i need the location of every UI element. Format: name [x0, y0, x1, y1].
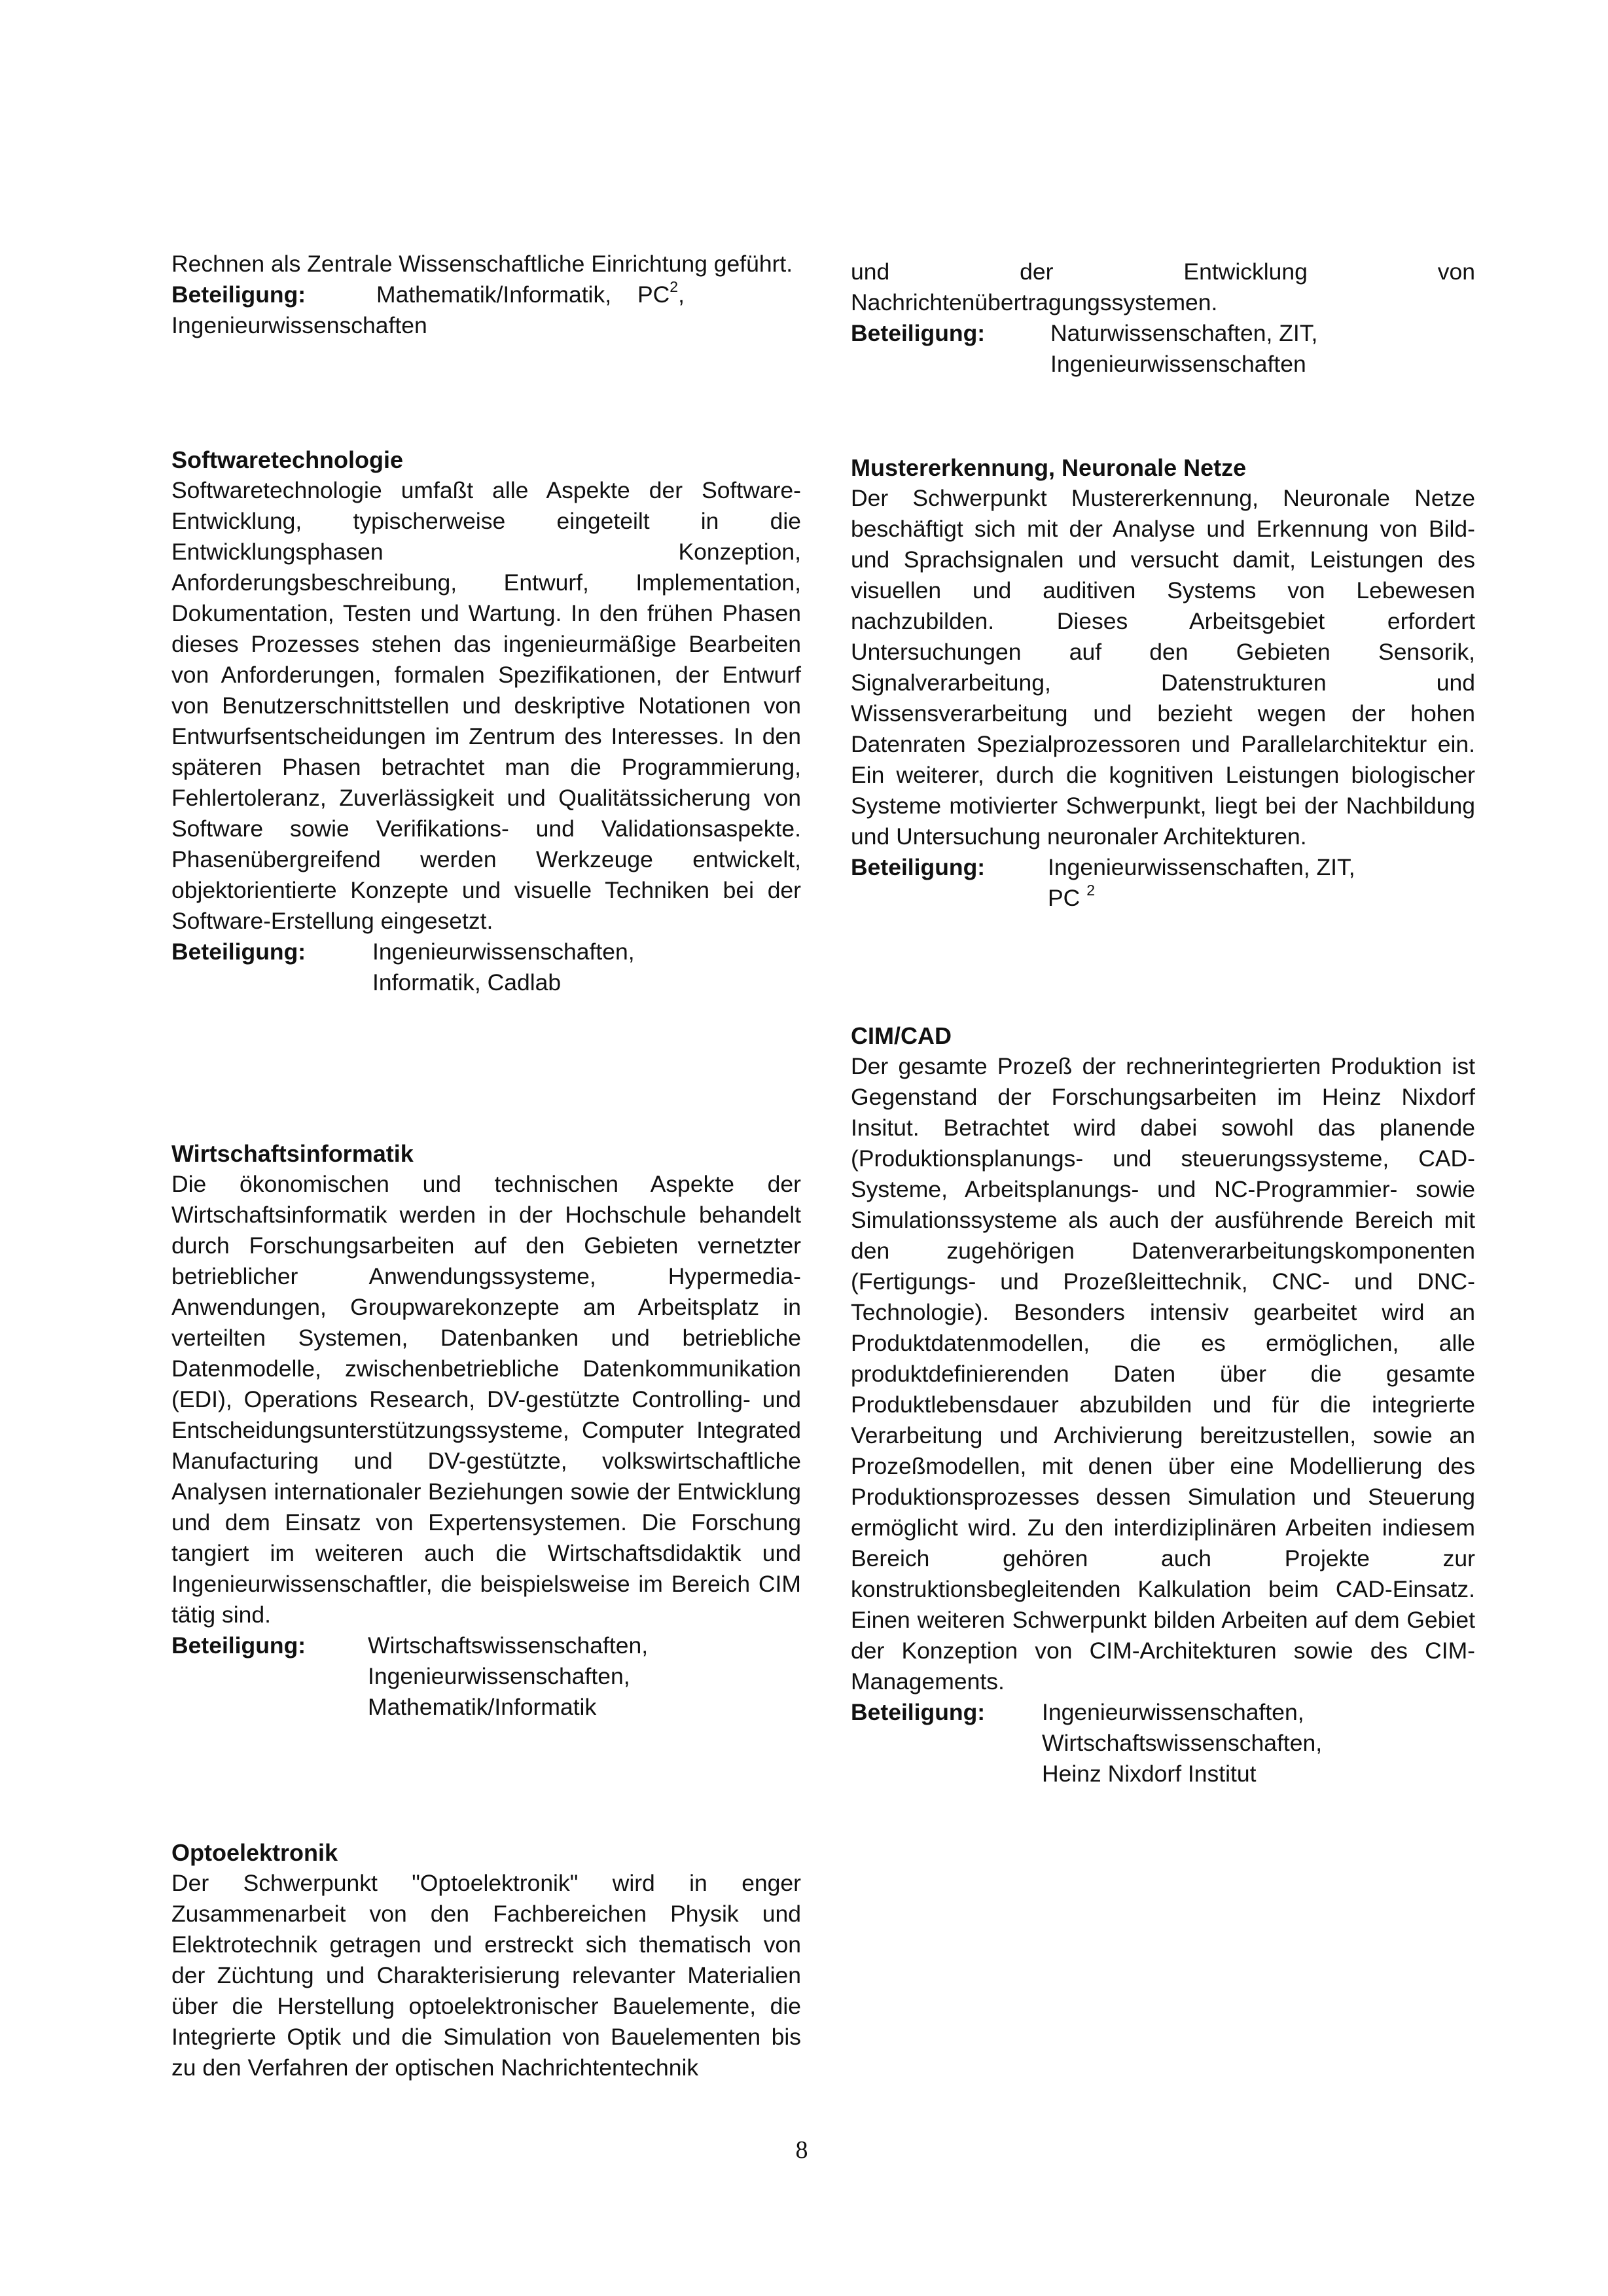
beteiligung-value: Ingenieurwissenschaften, [372, 939, 635, 965]
section-beteiligung [171, 1630, 801, 1723]
beteiligung-value: Ingenieurwissenschaften, [368, 1663, 630, 1689]
section-beteiligung [851, 852, 1475, 914]
section-beteiligung [171, 937, 801, 998]
section-text: Softwaretechnologie umfaßt alle Aspekte der Software-Entwicklung, typischerweise eingeteilt in die Entwicklungsphasen Konzeption, Anforderungsbeschreibung, Entwurf, Implementation, Dokumentation, Testen und Wartung. In den frühen Phasen dieses Prozesses stehen das ingenieurmäßige Bearbeiten von Anforderungen, formalen Spezifikationen, der Entwurf von Benutzerschnittstellen und deskriptive Notationen von Entwurfsentscheidungen im Zentrum des Interesses. In den späteren Phasen betrachtet man die Programmierung, Fehlertoleranz, Zuverlässigkeit und Qualitätssicherung von Software sowie Verifikations- und Validationsaspekte. Phasenübergreifend werden Werkzeuge entwickelt, objektorientierte Konzepte und visuelle Techniken bei der Software-Erstellung eingesetzt. [171, 477, 801, 934]
beteiligung-label: Beteiligung: [171, 1632, 306, 1659]
beteiligung-label: Beteiligung: [171, 281, 306, 308]
beteiligung-value-pc: PC [1048, 885, 1087, 911]
beteiligung-value-sup: 2 [1086, 881, 1096, 899]
section-text: Der gesamte Prozeß der rechnerintegrierten Produktion ist Gegenstand der Forschungsarbeiten im Heinz Nixdorf Insitut. Betrachtet wird dabei sowohl das planende (Produktionsplanungs- und steuerungssysteme, CAD-Systeme, Arbeitsplanungs- und NC-Programmier- sowie Simulationssysteme als auch der ausführende Bereich mit den zugehörigen Datenverarbeitungskomponenten (Fertigungs- und Prozeßleittechnik, CNC- und DNC-Technologie). Besonders intensiv gearbeitet wird an Produktdatenmodellen, die es ermöglichen, alle produktdefinierenden Daten über die gesamte Produktlebensdauer abzubilden und für die integrierte Verarbeitung und Archivierung bereitzustellen, sowie an Prozeßmodellen, mit denen über eine Modellierung des Produktionsprozesses dessen Simulation und Steuerung ermöglicht wird. Zu den interdiziplinären Arbeiten indiesem Bereich gehören auch Projekte zur konstruktionsbegleitenden Kalkulation beim CAD-Einsatz. Einen weiteren Schwerpunkt bilden Arbeiten auf dem Gebiet der Konzeption von CIM-Architekturen sowie des CIM-Managements. [851, 1053, 1475, 1695]
section-text: Die ökonomischen und technischen Aspekte der Wirtschaftsinformatik werden in der Hochschule behandelt durch Forschungsarbeiten auf den Gebieten vernetzter betrieblicher Anwendungssysteme, Hypermedia-Anwendungen, Groupwarekonzepte am Arbeitsplatz in verteilten Systemen, Datenbanken und betriebliche Datenmodelle, zwischenbetriebliche Datenkommunikation (EDI), Operations Research, DV-gestützte Controlling- und Entscheidungsunterstützungssysteme, Computer Integrated Manufacturing und DV-gestützte, volkswirtschaftliche Analysen internationaler Beziehungen sowie der Entwicklung und dem Einsatz von Expertensystemen. Die Forschung tangiert im weiteren auch die Wirtschaftsdidaktik und Ingenieurwissenschaftler, die beispielsweise im Bereich CIM tätig sind. [171, 1171, 801, 1628]
beteiligung-value: Ingenieurwissenschaften, ZIT, [1048, 854, 1355, 880]
beteiligung-label: Beteiligung: [171, 939, 306, 965]
beteiligung-label: Beteiligung: [851, 320, 986, 346]
beteiligung-label: Beteiligung: [851, 854, 986, 880]
left-intro-beteiligung [171, 279, 801, 310]
beteiligung-label: Beteiligung: [851, 1699, 986, 1725]
section-beteiligung [851, 1697, 1475, 1789]
section-optoelektronik [171, 1838, 801, 2083]
section-mustererkennung [851, 453, 1475, 914]
beteiligung-value: Heinz Nixdorf Institut [1042, 1761, 1257, 1787]
section-wirtschaftsinformatik [171, 1139, 801, 1723]
left-intro-text: Rechnen als Zentrale Wissenschaftliche Einrichtung geführt. [171, 251, 793, 277]
beteiligung-value: Wirtschaftswissenschaften, [368, 1632, 649, 1659]
beteiligung-value: Ingenieurwissenschaften, [1042, 1699, 1304, 1725]
section-softwaretechnologie [171, 445, 801, 998]
left-intro-block [171, 249, 801, 341]
beteiligung-value: Wirtschaftswissenschaften, [1042, 1730, 1323, 1756]
right-intro-block [851, 257, 1475, 380]
beteiligung-value: Mathematik/Informatik [368, 1694, 597, 1720]
section-title: CIM/CAD [851, 1022, 952, 1049]
section-title: Wirtschaftsinformatik [171, 1140, 414, 1167]
right-intro-text: und der Entwicklung von Nachrichtenübertragungssystemen. [851, 259, 1475, 315]
beteiligung-value: Mathematik/Informatik, [376, 281, 612, 308]
beteiligung-value-comma: , [678, 281, 685, 308]
beteiligung-value-line2: Ingenieurwissenschaften [171, 312, 427, 338]
section-text: Der Schwerpunkt "Optoelektronik" wird in enger Zusammenarbeit von den Fachbereichen Physik und Elektrotechnik getragen und erstreckt sich thematisch von der Züchtung und Charakterisierung relevanter Materialien über die Herstellung optoelektronischer Bauelemente, die Integrierte Optik und die Simulation von Bauelementen bis zu den Verfahren der optischen Nachrichtentechnik [171, 1870, 801, 2081]
beteiligung-value: Naturwissenschaften, ZIT, [1050, 320, 1318, 346]
section-text: Der Schwerpunkt Mustererkennung, Neuronale Netze beschäftigt sich mit der Analyse und Erkennung von Bild- und Sprachsignalen und versucht damit, Leistungen des visuellen und auditiven Systems von Lebewesen nachzubilden. Dieses Arbeitsgebiet erfordert Untersuchungen auf den Gebieten Sensorik, Signalverarbeitung, Datenstrukturen und Wissensverarbeitung und bezieht wegen der hohen Datenraten Spezialprozessoren und Parallelarchitektur ein. Ein weiterer, durch die kognitiven Leistungen biologischer Systeme motivierter Schwerpunkt, liegt bei der Nachbildung und Untersuchung neuronaler Architekturen. [851, 485, 1475, 850]
page-number: 8 [795, 2136, 808, 2164]
section-title: Mustererkennung, Neuronale Netze [851, 454, 1247, 481]
right-intro-beteiligung [851, 318, 1475, 380]
section-cim-cad [851, 1021, 1475, 1789]
beteiligung-value-sup: 2 [670, 278, 679, 295]
beteiligung-value: Ingenieurwissenschaften [1050, 351, 1306, 377]
beteiligung-value-pc: PC [637, 281, 670, 308]
beteiligung-value: Informatik, Cadlab [372, 969, 562, 996]
section-title: Softwaretechnologie [171, 446, 404, 473]
section-title: Optoelektronik [171, 1839, 338, 1866]
